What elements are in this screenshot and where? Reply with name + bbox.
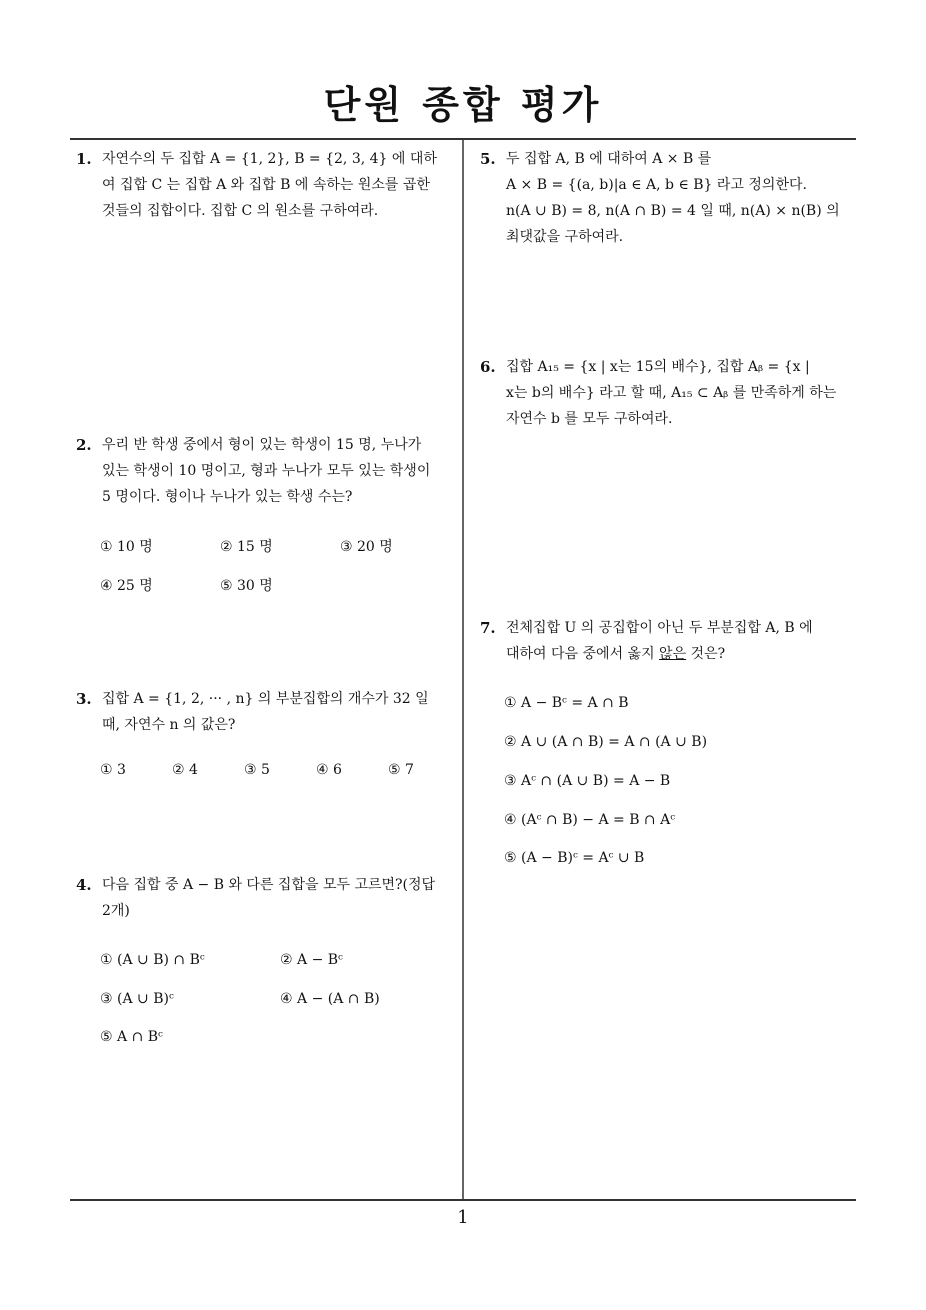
question-line: 여 집합 C 는 집합 A 와 집합 B 에 속하는 원소를 곱한: [102, 177, 430, 193]
underlined-word: 않은: [659, 646, 687, 662]
page-number: 1: [457, 1207, 469, 1228]
answer-option-5[interactable]: ⑤ 7: [388, 762, 414, 778]
question-line: 있는 학생이 10 명이고, 형과 누나가 모두 있는 학생이: [102, 463, 431, 479]
answer-option-3[interactable]: ③ 20 명: [340, 539, 393, 555]
answer-option-3[interactable]: ③ Aᶜ ∩ (A ∪ B) = A − B: [504, 773, 671, 789]
answer-option-5[interactable]: ⑤ A ∩ Bᶜ: [100, 1029, 163, 1045]
question-line: 대하여 다음 중에서 옳지 않은 것은?: [506, 646, 726, 662]
question-number: 4.: [76, 876, 92, 894]
question-line: 우리 반 학생 중에서 형이 있는 학생이 15 명, 누나가: [102, 437, 422, 453]
answer-option-3[interactable]: ③ 5: [244, 762, 270, 778]
question-number: 6.: [480, 358, 496, 376]
column-divider: [462, 140, 464, 1200]
question-1: [76, 146, 456, 224]
question-number: 7.: [480, 619, 496, 637]
answer-option-4[interactable]: ④ (Aᶜ ∩ B) − A = B ∩ Aᶜ: [504, 812, 676, 828]
question-line: 집합 A = {1, 2, ··· , n} 의 부분집합의 개수가 32 일: [102, 691, 429, 707]
question-line: n(A ∪ B) = 8, n(A ∩ B) = 4 일 때, n(A) × n(B) 의: [506, 203, 840, 219]
question-line: A × B = {(a, b)|a ∈ A, b ∈ B} 라고 정의한다.: [506, 177, 807, 193]
answer-option-1[interactable]: ① 10 명: [100, 539, 153, 555]
question-line: 전체집합 U 의 공집합이 아닌 두 부분집합 A, B 에: [506, 620, 813, 636]
answer-option-3[interactable]: ③ (A ∪ B)ᶜ: [100, 991, 174, 1007]
answer-option-2[interactable]: ② 15 명: [220, 539, 273, 555]
question-line: 집합 A₁₅ = {x | x는 15의 배수}, 집합 Aᵦ = {x |: [506, 359, 810, 375]
page-title: 단원 종합 평가: [323, 83, 603, 127]
question-2: [76, 432, 456, 510]
answer-option-1[interactable]: ① (A ∪ B) ∩ Bᶜ: [100, 952, 205, 968]
question-line: 최댓값을 구하여라.: [506, 229, 624, 245]
answer-option-5[interactable]: ⑤ 30 명: [220, 578, 273, 594]
question-4: [76, 872, 456, 924]
footer-divider: [70, 1199, 856, 1201]
answer-option-1[interactable]: ① 3: [100, 762, 126, 778]
answer-option-4[interactable]: ④ 25 명: [100, 578, 153, 594]
answer-option-2[interactable]: ② A ∪ (A ∩ B) = A ∩ (A ∪ B): [504, 734, 708, 750]
question-6: [480, 354, 860, 432]
question-number: 1.: [76, 150, 92, 168]
question-line: x는 b의 배수} 라고 할 때, A₁₅ ⊂ Aᵦ 를 만족하게 하는: [506, 385, 837, 401]
question-line: 다음 집합 중 A − B 와 다른 집합을 모두 고르면?(정답: [102, 877, 436, 893]
question-number: 5.: [480, 150, 496, 168]
question-5: [480, 146, 860, 250]
question-line: 자연수 b 를 모두 구하여라.: [506, 411, 673, 427]
question-line: 2개): [102, 903, 130, 919]
answer-option-1[interactable]: ① A − Bᶜ = A ∩ B: [504, 695, 629, 711]
question-line: 것들의 집합이다. 집합 C 의 원소를 구하여라.: [102, 203, 379, 219]
question-number: 3.: [76, 690, 92, 708]
question-3: [76, 686, 456, 738]
answer-option-4[interactable]: ④ 6: [316, 762, 342, 778]
answer-option-2[interactable]: ② 4: [172, 762, 198, 778]
answer-option-2[interactable]: ② A − Bᶜ: [280, 952, 343, 968]
answer-option-5[interactable]: ⑤ (A − B)ᶜ = Aᶜ ∪ B: [504, 850, 645, 866]
question-line: 자연수의 두 집합 A = {1, 2}, B = {2, 3, 4} 에 대하: [102, 151, 437, 167]
question-line: 때, 자연수 n 의 값은?: [102, 717, 236, 733]
question-number: 2.: [76, 436, 92, 454]
question-line: 5 명이다. 형이나 누나가 있는 학생 수는?: [102, 489, 353, 505]
question-7: [480, 615, 860, 667]
answer-option-4[interactable]: ④ A − (A ∩ B): [280, 991, 380, 1007]
question-line: 두 집합 A, B 에 대하여 A × B 를: [506, 151, 712, 167]
